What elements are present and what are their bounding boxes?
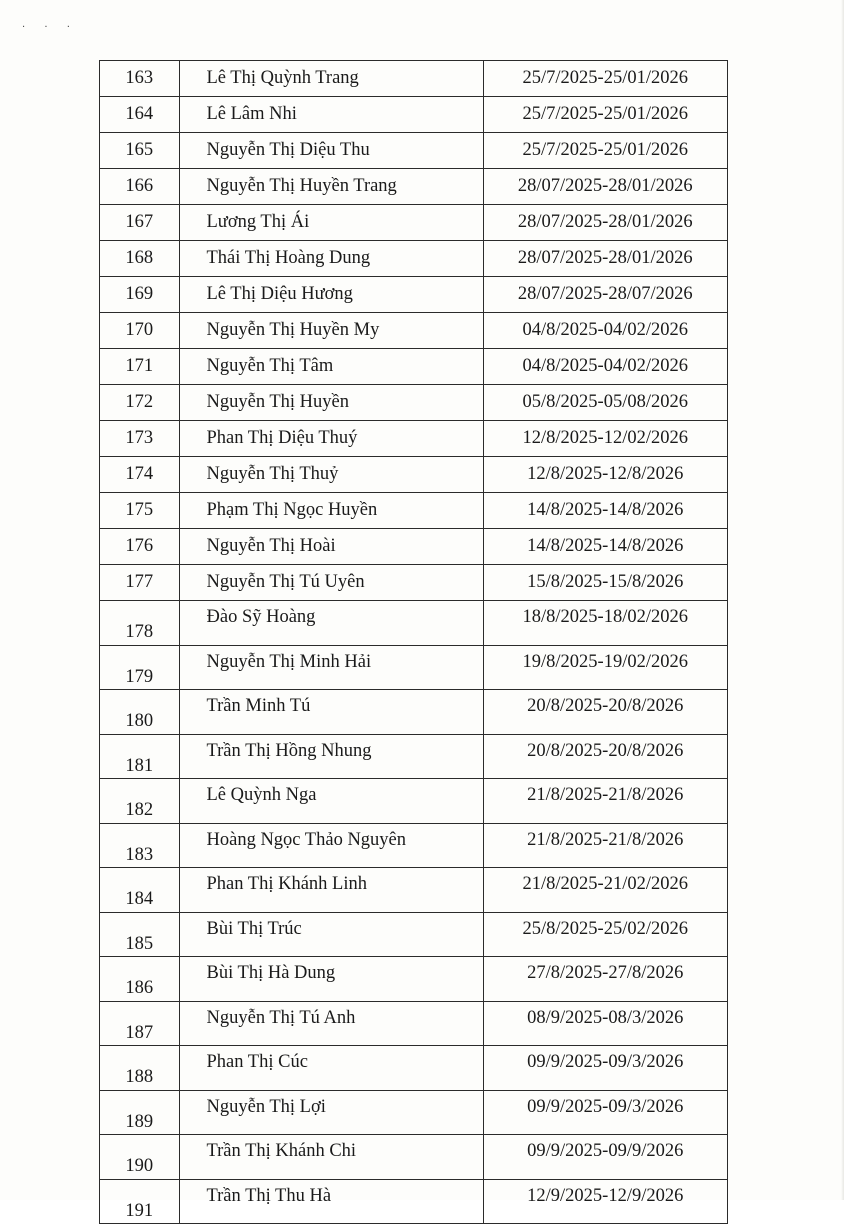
table-row — [100, 868, 728, 913]
table-row — [100, 133, 728, 169]
date-range-cell: 25/8/2025-25/02/2026 — [483, 912, 727, 957]
table-row — [100, 349, 728, 385]
full-name-cell: Nguyễn Thị Lợi — [179, 1090, 483, 1135]
date-range-cell: 18/8/2025-18/02/2026 — [483, 601, 727, 646]
date-range-cell: 25/7/2025-25/01/2026 — [483, 133, 727, 169]
date-range-cell: 28/07/2025-28/07/2026 — [483, 277, 727, 313]
table-row — [100, 1135, 728, 1180]
row-number-cell: 180 — [100, 690, 180, 735]
date-range-cell: 21/8/2025-21/8/2026 — [483, 823, 727, 868]
row-number-cell: 172 — [100, 385, 180, 421]
row-number-cell: 163 — [100, 61, 180, 97]
personnel-table — [99, 60, 728, 1224]
full-name-cell: Lê Lâm Nhi — [179, 97, 483, 133]
full-name-cell: Lương Thị Ái — [179, 205, 483, 241]
table-row — [100, 601, 728, 646]
full-name-cell: Phan Thị Khánh Linh — [179, 868, 483, 913]
full-name-cell: Thái Thị Hoàng Dung — [179, 241, 483, 277]
row-number-cell: 177 — [100, 565, 180, 601]
full-name-cell: Nguyễn Thị Thuỷ — [179, 457, 483, 493]
table-row — [100, 1179, 728, 1224]
date-range-cell: 25/7/2025-25/01/2026 — [483, 97, 727, 133]
table-row — [100, 645, 728, 690]
full-name-cell: Trần Thị Khánh Chi — [179, 1135, 483, 1180]
date-range-cell: 12/8/2025-12/8/2026 — [483, 457, 727, 493]
date-range-cell: 08/9/2025-08/3/2026 — [483, 1001, 727, 1046]
row-number-cell: 189 — [100, 1090, 180, 1135]
full-name-cell: Trần Thị Hồng Nhung — [179, 734, 483, 779]
full-name-cell: Phan Thị Cúc — [179, 1046, 483, 1091]
table-row — [100, 779, 728, 824]
date-range-cell: 27/8/2025-27/8/2026 — [483, 957, 727, 1002]
date-range-cell: 28/07/2025-28/01/2026 — [483, 205, 727, 241]
full-name-cell: Nguyễn Thị Hoài — [179, 529, 483, 565]
row-number-cell: 164 — [100, 97, 180, 133]
row-number-cell: 168 — [100, 241, 180, 277]
full-name-cell: Hoàng Ngọc Thảo Nguyên — [179, 823, 483, 868]
date-range-cell: 04/8/2025-04/02/2026 — [483, 349, 727, 385]
table-row — [100, 1090, 728, 1135]
full-name-cell: Phạm Thị Ngọc Huyền — [179, 493, 483, 529]
row-number-cell: 182 — [100, 779, 180, 824]
row-number-cell: 167 — [100, 205, 180, 241]
date-range-cell: 19/8/2025-19/02/2026 — [483, 645, 727, 690]
row-number-cell: 170 — [100, 313, 180, 349]
full-name-cell: Nguyễn Thị Huyền — [179, 385, 483, 421]
full-name-cell: Lê Quỳnh Nga — [179, 779, 483, 824]
date-range-cell: 05/8/2025-05/08/2026 — [483, 385, 727, 421]
table-row — [100, 565, 728, 601]
date-range-cell: 14/8/2025-14/8/2026 — [483, 529, 727, 565]
table-row — [100, 912, 728, 957]
date-range-cell: 04/8/2025-04/02/2026 — [483, 313, 727, 349]
row-number-cell: 169 — [100, 277, 180, 313]
date-range-cell: 12/9/2025-12/9/2026 — [483, 1179, 727, 1224]
date-range-cell: 20/8/2025-20/8/2026 — [483, 734, 727, 779]
table-row — [100, 493, 728, 529]
table-row — [100, 61, 728, 97]
full-name-cell: Nguyễn Thị Minh Hải — [179, 645, 483, 690]
scan-artifact-specks: · · · — [22, 22, 78, 33]
table-row — [100, 690, 728, 735]
table-row — [100, 1046, 728, 1091]
table-row — [100, 277, 728, 313]
row-number-cell: 171 — [100, 349, 180, 385]
row-number-cell: 184 — [100, 868, 180, 913]
table-row — [100, 529, 728, 565]
row-number-cell: 188 — [100, 1046, 180, 1091]
date-range-cell: 20/8/2025-20/8/2026 — [483, 690, 727, 735]
table-row — [100, 385, 728, 421]
row-number-cell: 175 — [100, 493, 180, 529]
table-row — [100, 1001, 728, 1046]
full-name-cell: Lê Thị Quỳnh Trang — [179, 61, 483, 97]
date-range-cell: 09/9/2025-09/3/2026 — [483, 1046, 727, 1091]
table-row — [100, 734, 728, 779]
table-row — [100, 457, 728, 493]
full-name-cell: Nguyễn Thị Tú Uyên — [179, 565, 483, 601]
full-name-cell: Phan Thị Diệu Thuý — [179, 421, 483, 457]
date-range-cell: 09/9/2025-09/3/2026 — [483, 1090, 727, 1135]
date-range-cell: 15/8/2025-15/8/2026 — [483, 565, 727, 601]
row-number-cell: 173 — [100, 421, 180, 457]
date-range-cell: 09/9/2025-09/9/2026 — [483, 1135, 727, 1180]
table-row — [100, 169, 728, 205]
date-range-cell: 21/8/2025-21/02/2026 — [483, 868, 727, 913]
table-row — [100, 313, 728, 349]
date-range-cell: 21/8/2025-21/8/2026 — [483, 779, 727, 824]
full-name-cell: Nguyễn Thị Tú Anh — [179, 1001, 483, 1046]
row-number-cell: 166 — [100, 169, 180, 205]
full-name-cell: Đào Sỹ Hoàng — [179, 601, 483, 646]
table-row — [100, 823, 728, 868]
row-number-cell: 176 — [100, 529, 180, 565]
full-name-cell: Bùi Thị Hà Dung — [179, 957, 483, 1002]
row-number-cell: 181 — [100, 734, 180, 779]
full-name-cell: Nguyễn Thị Diệu Thu — [179, 133, 483, 169]
date-range-cell: 25/7/2025-25/01/2026 — [483, 61, 727, 97]
row-number-cell: 165 — [100, 133, 180, 169]
full-name-cell: Nguyễn Thị Tâm — [179, 349, 483, 385]
full-name-cell: Trần Minh Tú — [179, 690, 483, 735]
date-range-cell: 12/8/2025-12/02/2026 — [483, 421, 727, 457]
personnel-table-body — [100, 61, 728, 1224]
row-number-cell: 186 — [100, 957, 180, 1002]
table-row — [100, 421, 728, 457]
row-number-cell: 183 — [100, 823, 180, 868]
full-name-cell: Lê Thị Diệu Hương — [179, 277, 483, 313]
full-name-cell: Bùi Thị Trúc — [179, 912, 483, 957]
row-number-cell: 178 — [100, 601, 180, 646]
date-range-cell: 28/07/2025-28/01/2026 — [483, 241, 727, 277]
date-range-cell: 14/8/2025-14/8/2026 — [483, 493, 727, 529]
full-name-cell: Nguyễn Thị Huyền My — [179, 313, 483, 349]
row-number-cell: 174 — [100, 457, 180, 493]
table-row — [100, 957, 728, 1002]
table-row — [100, 241, 728, 277]
date-range-cell: 28/07/2025-28/01/2026 — [483, 169, 727, 205]
row-number-cell: 179 — [100, 645, 180, 690]
row-number-cell: 191 — [100, 1179, 180, 1224]
row-number-cell: 190 — [100, 1135, 180, 1180]
full-name-cell: Trần Thị Thu Hà — [179, 1179, 483, 1224]
row-number-cell: 187 — [100, 1001, 180, 1046]
table-row — [100, 205, 728, 241]
row-number-cell: 185 — [100, 912, 180, 957]
full-name-cell: Nguyễn Thị Huyền Trang — [179, 169, 483, 205]
table-row — [100, 97, 728, 133]
